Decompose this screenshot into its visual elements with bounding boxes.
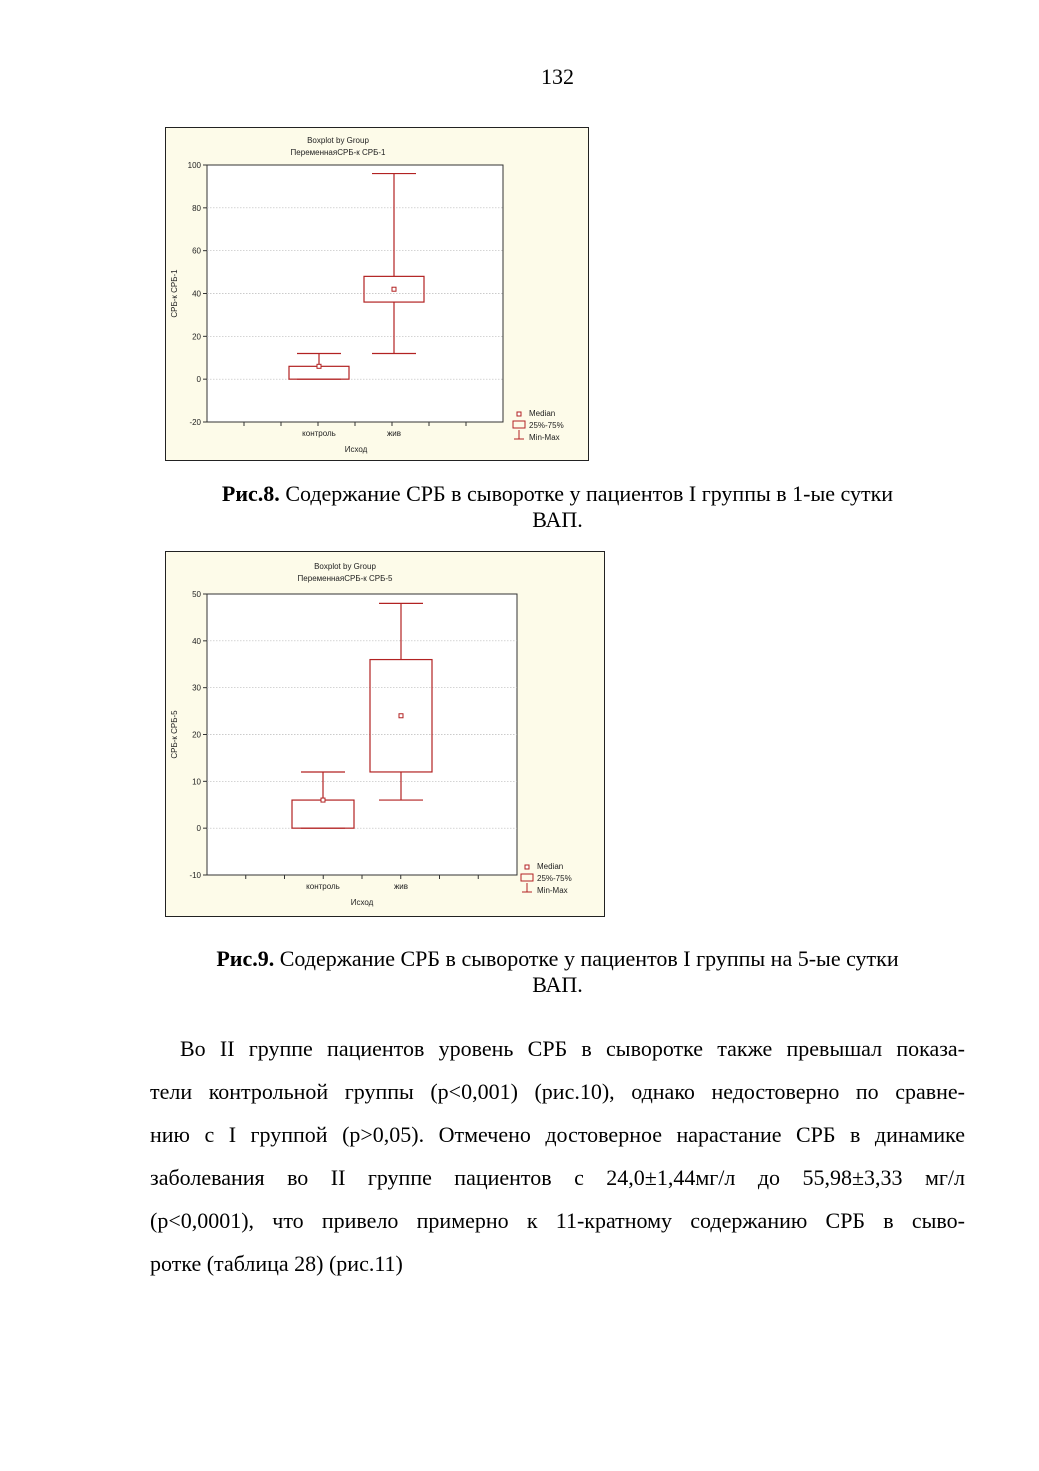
figure-caption-9 — [150, 946, 965, 998]
legend-minmax: Min-Max — [529, 433, 560, 442]
chart-subtitle: ПеременнаяСРБ-к СРБ-5 — [297, 574, 393, 583]
x-axis-label: Исход — [350, 898, 374, 907]
caption-text: Содержание СРБ в сыворотке у пациентов I группы в 1-ые сутки — [279, 481, 894, 506]
caption-label: Рис.9. — [216, 946, 275, 971]
median-marker — [317, 364, 321, 368]
median-marker — [399, 714, 403, 718]
paragraph-line: нию с I группой (р>0,05). Отмечено достоверное нарастание СРБ в динамике — [150, 1122, 965, 1147]
caption-text-line2: ВАП. — [532, 972, 583, 997]
legend-median: Median — [529, 409, 556, 418]
x-axis-label: Исход — [344, 445, 368, 454]
paragraph-line: ротке (таблица 28) (рис.11) — [150, 1251, 403, 1276]
boxplot-svg-2 — [166, 552, 606, 918]
chart-subtitle: ПеременнаяСРБ-к СРБ-1 — [290, 148, 386, 157]
legend-median-swatch — [517, 412, 521, 416]
paragraph-line: Во II группе пациентов уровень СРБ в сыворотке также превышал показа- — [180, 1036, 965, 1061]
legend-box-swatch — [513, 421, 525, 428]
caption-label: Рис.8. — [221, 481, 280, 506]
chart-title: Boxplot by Group — [307, 136, 369, 145]
y-tick-label: 40 — [192, 289, 201, 299]
figure-caption-8 — [150, 481, 965, 533]
median-marker — [392, 287, 396, 291]
caption-text-line2: ВАП. — [532, 507, 583, 532]
page-number: 132 — [541, 64, 574, 89]
y-axis-label: СРБ-к СРБ-1 — [170, 269, 179, 318]
median-marker — [321, 798, 325, 802]
boxplot-svg-1 — [166, 128, 590, 462]
caption-text: Содержание СРБ в сыворотке у пациентов I группы на 5-ые сутки — [274, 946, 899, 971]
y-tick-label: 30 — [192, 683, 201, 693]
y-tick-label: -20 — [189, 418, 201, 427]
y-tick-label: 40 — [192, 636, 201, 646]
x-tick-label: контроль — [302, 429, 336, 438]
body-paragraph — [150, 1027, 965, 1285]
legend-iqr: 25%-75% — [537, 874, 572, 883]
y-tick-label: 20 — [192, 332, 201, 342]
y-tick-label: 80 — [192, 203, 201, 213]
x-tick-label: жив — [393, 882, 409, 891]
x-tick-label: жив — [386, 429, 402, 438]
legend-median: Median — [537, 862, 564, 871]
paragraph-line: тели контрольной группы (р<0,001) (рис.10), однако недостоверно по сравне- — [150, 1079, 965, 1104]
legend-minmax: Min-Max — [537, 886, 568, 895]
chart-title: Boxplot by Group — [314, 562, 376, 571]
legend-box-swatch — [521, 874, 533, 881]
y-tick-label: 60 — [192, 246, 201, 256]
y-tick-label: 50 — [192, 590, 201, 599]
y-axis-label: СРБ-к СРБ-5 — [170, 710, 179, 759]
y-tick-label: 20 — [192, 730, 201, 740]
boxplot-chart-1 — [165, 127, 589, 461]
legend-median-swatch — [525, 865, 529, 869]
x-tick-label: контроль — [306, 882, 340, 891]
paragraph-line: (р<0,0001), что привело примерно к 11-кратному содержанию СРБ в сыво- — [150, 1208, 965, 1233]
legend-iqr: 25%-75% — [529, 421, 564, 430]
y-tick-label: 0 — [196, 375, 201, 385]
y-tick-label: -10 — [189, 871, 201, 880]
y-tick-label: 100 — [187, 161, 201, 170]
y-tick-label: 0 — [196, 824, 201, 834]
paragraph-line: заболевания во II группе пациентов с 24,0±1,44мг/л до 55,98±3,33 мг/л — [150, 1165, 965, 1190]
boxplot-chart-2 — [165, 551, 605, 917]
y-tick-label: 10 — [192, 777, 201, 787]
